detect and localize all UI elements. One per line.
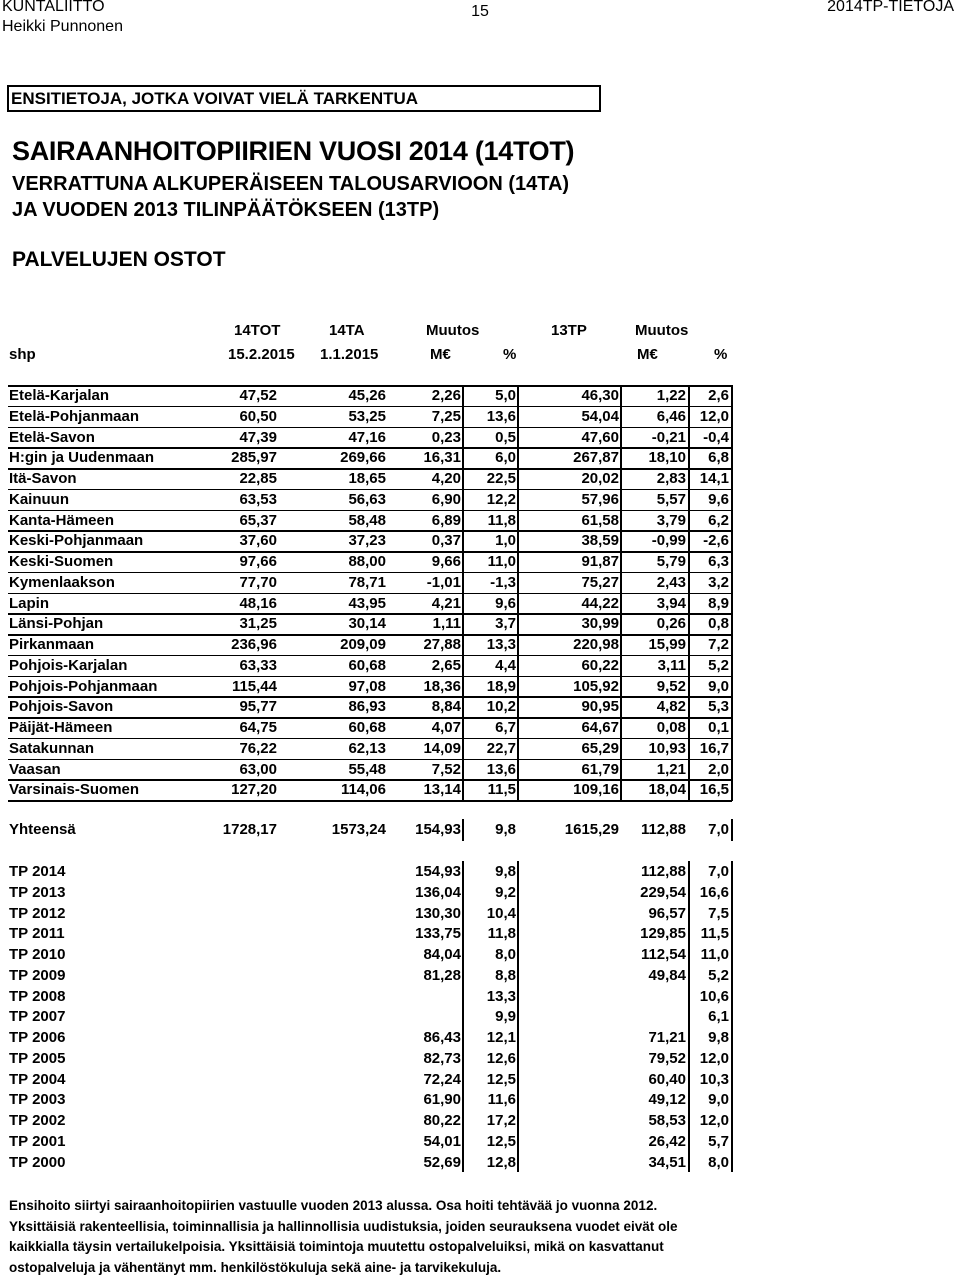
table-rule xyxy=(462,861,464,1172)
region-row-value: 65,37 xyxy=(200,511,277,531)
table-rule xyxy=(517,861,519,1172)
history-row-value: 72,24 xyxy=(390,1070,461,1090)
region-row-value: 3,94 xyxy=(622,594,686,614)
region-row-label: Etelä-Pohjanmaan xyxy=(9,407,139,427)
history-row-label: TP 2004 xyxy=(9,1070,65,1090)
table-rule xyxy=(8,800,732,802)
table-rule xyxy=(8,634,732,636)
page-subtitle xyxy=(12,171,569,223)
history-row-value: 11,5 xyxy=(689,924,729,944)
region-row-value: 18,04 xyxy=(622,780,686,800)
region-row-value: 0,37 xyxy=(390,531,461,551)
region-row-value: 109,16 xyxy=(520,780,619,800)
region-row-value: 22,85 xyxy=(200,469,277,489)
region-row-value: 6,0 xyxy=(464,448,516,468)
region-row-value: 0,26 xyxy=(622,614,686,634)
region-row-value: 64,75 xyxy=(200,718,277,738)
region-row-value: -1,01 xyxy=(390,573,461,593)
region-row-value: 7,25 xyxy=(390,407,461,427)
table-rule xyxy=(8,551,732,553)
region-row-label: Päijät-Hämeen xyxy=(9,718,112,738)
region-row-label: Etelä-Karjalan xyxy=(9,386,109,406)
region-row-value: 47,60 xyxy=(520,428,619,448)
table-rule xyxy=(8,530,732,532)
region-row-value: 114,06 xyxy=(280,780,386,800)
region-row-value: 60,22 xyxy=(520,656,619,676)
region-row-value: 8,84 xyxy=(390,697,461,717)
region-row-value: 2,0 xyxy=(689,760,729,780)
region-row-value: 38,59 xyxy=(520,531,619,551)
region-row-label: Itä-Savon xyxy=(9,469,77,489)
region-row-value: 115,44 xyxy=(200,677,277,697)
history-row-value: 7,5 xyxy=(689,904,729,924)
history-row-value: 8,0 xyxy=(464,945,516,965)
region-row-value: 65,29 xyxy=(520,739,619,759)
page-title: SAIRAANHOITOPIIRIEN VUOSI 2014 (14TOT) xyxy=(12,136,574,167)
region-row-value: 62,13 xyxy=(280,739,386,759)
region-row-value: 30,99 xyxy=(520,614,619,634)
history-row-value: 12,0 xyxy=(689,1049,729,1069)
history-row-value: 9,8 xyxy=(464,862,516,882)
table-rule xyxy=(8,759,732,761)
region-row-value: 12,2 xyxy=(464,490,516,510)
region-row-label: Lapin xyxy=(9,594,49,614)
history-row-value: 10,6 xyxy=(689,987,729,1007)
footnotes xyxy=(9,1196,954,1278)
region-row-value: 2,43 xyxy=(622,573,686,593)
region-row-value: 209,09 xyxy=(280,635,386,655)
history-row-value: 12,1 xyxy=(464,1028,516,1048)
region-row-value: 15,99 xyxy=(622,635,686,655)
total-row-value: 1615,29 xyxy=(520,820,619,840)
region-row-value: 127,20 xyxy=(200,780,277,800)
column-header: M€ xyxy=(430,346,451,363)
history-row-label: TP 2010 xyxy=(9,945,65,965)
region-row-value: 285,97 xyxy=(200,448,277,468)
history-row-label: TP 2009 xyxy=(9,966,65,986)
table-rule xyxy=(8,779,732,781)
region-row-value: 57,96 xyxy=(520,490,619,510)
region-row-label: Keski-Suomen xyxy=(9,552,113,572)
region-row-value: 91,87 xyxy=(520,552,619,572)
region-row-value: 60,68 xyxy=(280,718,386,738)
region-row-value: 6,2 xyxy=(689,511,729,531)
author-name: Heikki Punnonen xyxy=(2,17,123,36)
region-row-value: 44,22 xyxy=(520,594,619,614)
history-row-value: 9,8 xyxy=(689,1028,729,1048)
column-header: Muutos xyxy=(635,322,688,339)
region-row-value: 47,39 xyxy=(200,428,277,448)
region-row-value: 53,25 xyxy=(280,407,386,427)
history-row-value: 9,2 xyxy=(464,883,516,903)
history-row-value: 129,85 xyxy=(622,924,686,944)
history-row-value: 84,04 xyxy=(390,945,461,965)
region-row-value: 13,14 xyxy=(390,780,461,800)
region-row-value: 4,20 xyxy=(390,469,461,489)
region-row-value: 11,8 xyxy=(464,511,516,531)
table-rule xyxy=(8,593,732,595)
region-row-value: 0,1 xyxy=(689,718,729,738)
region-row-value: 14,09 xyxy=(390,739,461,759)
history-row-label: TP 2003 xyxy=(9,1090,65,1110)
table-rule xyxy=(688,861,690,1172)
table-rule xyxy=(462,819,464,841)
region-row-value: 6,89 xyxy=(390,511,461,531)
region-row-value: 63,00 xyxy=(200,760,277,780)
region-row-value: -0,21 xyxy=(622,428,686,448)
history-row-value: 12,0 xyxy=(689,1111,729,1131)
region-row-value: 20,02 xyxy=(520,469,619,489)
column-header: % xyxy=(714,346,727,363)
history-row-value: 154,93 xyxy=(390,862,461,882)
total-row-value: 112,88 xyxy=(622,820,686,840)
region-row-value: 76,22 xyxy=(200,739,277,759)
region-row-value: 90,95 xyxy=(520,697,619,717)
history-row-value: 60,40 xyxy=(622,1070,686,1090)
history-row-value: 54,01 xyxy=(390,1132,461,1152)
region-row-value: 1,0 xyxy=(464,531,516,551)
history-row-value: 5,7 xyxy=(689,1132,729,1152)
region-row-value: 30,14 xyxy=(280,614,386,634)
note-line: Ensihoito siirtyi sairaanhoitopiirien vastuulle vuoden 2013 alussa. Osa hoiti tehtävää jo vuonna 2012. xyxy=(9,1196,954,1217)
region-row-value: 1,11 xyxy=(390,614,461,634)
region-row-value: 220,98 xyxy=(520,635,619,655)
history-row-value: 12,6 xyxy=(464,1049,516,1069)
region-row-value: 6,7 xyxy=(464,718,516,738)
history-row-value: 11,8 xyxy=(464,924,516,944)
region-row-label: Kanta-Hämeen xyxy=(9,511,114,531)
history-row-label: TP 2000 xyxy=(9,1153,65,1173)
region-row-label: Satakunnan xyxy=(9,739,94,759)
region-row-label: Pohjois-Karjalan xyxy=(9,656,127,676)
history-row-label: TP 2006 xyxy=(9,1028,65,1048)
region-row-value: 2,26 xyxy=(390,386,461,406)
region-row-value: 1,22 xyxy=(622,386,686,406)
region-row-value: 18,10 xyxy=(622,448,686,468)
region-row-label: Pohjois-Savon xyxy=(9,697,113,717)
table-rule xyxy=(8,489,732,491)
region-row-value: 10,93 xyxy=(622,739,686,759)
history-row-value xyxy=(390,987,461,1007)
region-row-value: 58,48 xyxy=(280,511,386,531)
history-row-label: TP 2007 xyxy=(9,1007,65,1027)
table-rule xyxy=(8,427,732,429)
preliminary-banner: ENSITIETOJA, JOTKA VOIVAT VIELÄ TARKENTUA xyxy=(7,85,601,112)
table-rule xyxy=(8,738,732,740)
region-row-value: 16,5 xyxy=(689,780,729,800)
history-row-value: 10,3 xyxy=(689,1070,729,1090)
table-rule xyxy=(8,385,732,387)
region-row-value: 47,16 xyxy=(280,428,386,448)
region-row-value: 77,70 xyxy=(200,573,277,593)
region-row-value: 9,66 xyxy=(390,552,461,572)
region-row-value: 63,53 xyxy=(200,490,277,510)
org-name: KUNTALIITTO xyxy=(2,0,105,16)
history-row-value xyxy=(622,987,686,1007)
history-row-value: 52,69 xyxy=(390,1153,461,1173)
region-row-value: 78,71 xyxy=(280,573,386,593)
region-row-value: 46,30 xyxy=(520,386,619,406)
history-row-label: TP 2008 xyxy=(9,987,65,1007)
history-row-value: 5,2 xyxy=(689,966,729,986)
region-row-value: 6,46 xyxy=(622,407,686,427)
region-row-value: 97,66 xyxy=(200,552,277,572)
history-row-label: TP 2011 xyxy=(9,924,65,944)
region-row-value: 11,0 xyxy=(464,552,516,572)
history-row-value: 79,52 xyxy=(622,1049,686,1069)
region-row-value: 6,3 xyxy=(689,552,729,572)
region-row-value: 75,27 xyxy=(520,573,619,593)
history-row-value: 12,5 xyxy=(464,1132,516,1152)
region-row-value: 61,79 xyxy=(520,760,619,780)
history-row-value xyxy=(390,1007,461,1027)
region-row-value: 56,63 xyxy=(280,490,386,510)
region-row-value: 37,60 xyxy=(200,531,277,551)
region-row-label: H:gin ja Uudenmaan xyxy=(9,448,154,468)
region-row-value: 13,6 xyxy=(464,407,516,427)
region-row-value: 95,77 xyxy=(200,697,277,717)
note-line: ostopalveluja ja vähentänyt mm. henkilöstökuluja sekä aine- ja tarvikekuluja. xyxy=(9,1258,954,1278)
region-row-label: Pohjois-Pohjanmaan xyxy=(9,677,157,697)
history-row-label: TP 2001 xyxy=(9,1132,65,1152)
region-row-value: 5,2 xyxy=(689,656,729,676)
history-row-value: 80,22 xyxy=(390,1111,461,1131)
total-row-value: 1573,24 xyxy=(280,820,386,840)
region-row-value: -0,99 xyxy=(622,531,686,551)
region-row-value: 7,2 xyxy=(689,635,729,655)
table-rule xyxy=(8,406,732,408)
region-row-value: 16,7 xyxy=(689,739,729,759)
history-row-value: 8,0 xyxy=(689,1153,729,1173)
history-row-value: 11,0 xyxy=(689,945,729,965)
doc-tag: 2014TP-TIETOJA xyxy=(827,0,954,16)
total-row-label: Yhteensä xyxy=(9,820,76,840)
region-row-value: 2,6 xyxy=(689,386,729,406)
region-row-value: 2,83 xyxy=(622,469,686,489)
region-row-value: 0,8 xyxy=(689,614,729,634)
table-rule xyxy=(8,613,732,615)
region-row-label: Pirkanmaan xyxy=(9,635,94,655)
history-row-label: TP 2013 xyxy=(9,883,65,903)
region-row-value: 2,65 xyxy=(390,656,461,676)
region-row-value: 16,31 xyxy=(390,448,461,468)
region-row-value: 47,52 xyxy=(200,386,277,406)
table-rule xyxy=(8,447,732,449)
region-row-value: 12,0 xyxy=(689,407,729,427)
history-row-label: TP 2002 xyxy=(9,1111,65,1131)
table-rule xyxy=(8,468,732,470)
region-row-value: 22,5 xyxy=(464,469,516,489)
history-row-value: 9,0 xyxy=(689,1090,729,1110)
region-row-value: 5,0 xyxy=(464,386,516,406)
column-header: 14TA xyxy=(329,322,365,339)
history-row-value: 112,54 xyxy=(622,945,686,965)
region-row-value: 18,9 xyxy=(464,677,516,697)
table-rule xyxy=(8,676,732,678)
history-row-value: 10,4 xyxy=(464,904,516,924)
note-line: kaikkialla täysin vertailukelpoisia. Yksittäisiä toimintoja muutettu ostopalveluiksi, mikä on kasvattanut xyxy=(9,1237,954,1258)
region-row-value: 55,48 xyxy=(280,760,386,780)
region-row-value: 3,2 xyxy=(689,573,729,593)
column-header: 13TP xyxy=(551,322,587,339)
history-row-value xyxy=(622,1007,686,1027)
history-row-value: 26,42 xyxy=(622,1132,686,1152)
history-row-value: 49,12 xyxy=(622,1090,686,1110)
region-row-value: 0,08 xyxy=(622,718,686,738)
region-row-value: 22,7 xyxy=(464,739,516,759)
history-row-value: 136,04 xyxy=(390,883,461,903)
history-row-value: 81,28 xyxy=(390,966,461,986)
table-rule xyxy=(8,696,732,698)
region-row-value: 86,93 xyxy=(280,697,386,717)
history-row-value: 49,84 xyxy=(622,966,686,986)
region-row-value: 31,25 xyxy=(200,614,277,634)
region-row-value: 5,79 xyxy=(622,552,686,572)
history-row-value: 61,90 xyxy=(390,1090,461,1110)
region-row-value: 4,82 xyxy=(622,697,686,717)
region-row-value: 9,6 xyxy=(689,490,729,510)
history-row-value: 58,53 xyxy=(622,1111,686,1131)
history-row-value: 82,73 xyxy=(390,1049,461,1069)
table-rule xyxy=(8,572,732,574)
history-row-value: 71,21 xyxy=(622,1028,686,1048)
region-row-value: 3,79 xyxy=(622,511,686,531)
region-row-value: 7,52 xyxy=(390,760,461,780)
page-number: 15 xyxy=(0,2,960,21)
history-row-value: 229,54 xyxy=(622,883,686,903)
region-row-label: Kainuun xyxy=(9,490,69,510)
region-row-value: 18,36 xyxy=(390,677,461,697)
history-row-label: TP 2005 xyxy=(9,1049,65,1069)
region-row-label: Keski-Pohjanmaan xyxy=(9,531,143,551)
column-header: Muutos xyxy=(426,322,479,339)
region-row-value: 6,8 xyxy=(689,448,729,468)
region-row-value: 27,88 xyxy=(390,635,461,655)
region-row-value: 5,57 xyxy=(622,490,686,510)
table-rule xyxy=(731,819,733,841)
history-row-value: 9,9 xyxy=(464,1007,516,1027)
history-row-value: 34,51 xyxy=(622,1153,686,1173)
region-row-value: 9,6 xyxy=(464,594,516,614)
history-row-value: 86,43 xyxy=(390,1028,461,1048)
region-row-value: 60,68 xyxy=(280,656,386,676)
region-row-value: 0,5 xyxy=(464,428,516,448)
section-title: PALVELUJEN OSTOT xyxy=(12,248,226,272)
table-rule xyxy=(731,861,733,1172)
region-row-value: 14,1 xyxy=(689,469,729,489)
region-row-label: Etelä-Savon xyxy=(9,428,95,448)
region-row-value: 0,23 xyxy=(390,428,461,448)
history-row-value: 96,57 xyxy=(622,904,686,924)
region-row-value: 97,08 xyxy=(280,677,386,697)
region-row-value: 3,7 xyxy=(464,614,516,634)
history-row-value: 16,6 xyxy=(689,883,729,903)
history-row-value: 112,88 xyxy=(622,862,686,882)
table-rule xyxy=(8,510,732,512)
region-row-value: 18,65 xyxy=(280,469,386,489)
region-row-value: 4,21 xyxy=(390,594,461,614)
region-row-label: Länsi-Pohjan xyxy=(9,614,103,634)
region-row-value: 60,50 xyxy=(200,407,277,427)
region-row-value: 267,87 xyxy=(520,448,619,468)
region-row-value: 5,3 xyxy=(689,697,729,717)
region-row-value: 48,16 xyxy=(200,594,277,614)
column-header: % xyxy=(503,346,516,363)
region-row-value: -1,3 xyxy=(464,573,516,593)
history-row-value: 17,2 xyxy=(464,1111,516,1131)
region-row-value: 8,9 xyxy=(689,594,729,614)
region-row-value: 11,5 xyxy=(464,780,516,800)
region-row-value: 54,04 xyxy=(520,407,619,427)
region-row-value: 63,33 xyxy=(200,656,277,676)
total-row-value: 1728,17 xyxy=(200,820,277,840)
subtitle-line-1: VERRATTUNA ALKUPERÄISEEN TALOUSARVIOON (14TA) xyxy=(12,171,569,197)
region-row-value: 4,07 xyxy=(390,718,461,738)
history-row-value: 7,0 xyxy=(689,862,729,882)
region-row-value: 64,67 xyxy=(520,718,619,738)
table-rule xyxy=(8,717,732,719)
history-row-value: 8,8 xyxy=(464,966,516,986)
region-row-value: -0,4 xyxy=(689,428,729,448)
region-row-value: 269,66 xyxy=(280,448,386,468)
region-row-value: 6,90 xyxy=(390,490,461,510)
column-header: M€ xyxy=(637,346,658,363)
note-line: Yksittäisiä rakenteellisia, toiminnallisia ja hallinnollisia uudistuksia, joiden seurauksena vuodet eivät ole xyxy=(9,1217,954,1238)
history-row-value: 11,6 xyxy=(464,1090,516,1110)
column-header: 15.2.2015 xyxy=(228,346,295,363)
total-row-value: 7,0 xyxy=(689,820,729,840)
region-row-value: 61,58 xyxy=(520,511,619,531)
column-header: 14TOT xyxy=(234,322,280,339)
history-row-label: TP 2012 xyxy=(9,904,65,924)
region-row-value: 9,52 xyxy=(622,677,686,697)
history-row-value: 13,3 xyxy=(464,987,516,1007)
column-header: shp xyxy=(9,346,36,363)
history-row-value: 12,8 xyxy=(464,1153,516,1173)
region-row-value: 13,3 xyxy=(464,635,516,655)
region-row-value: 43,95 xyxy=(280,594,386,614)
region-row-label: Kymenlaakson xyxy=(9,573,115,593)
region-row-value: 45,26 xyxy=(280,386,386,406)
region-row-label: Vaasan xyxy=(9,760,61,780)
column-header: 1.1.2015 xyxy=(320,346,378,363)
region-row-value: 88,00 xyxy=(280,552,386,572)
subtitle-line-2: JA VUODEN 2013 TILINPÄÄTÖKSEEN (13TP) xyxy=(12,197,569,223)
total-row-value: 154,93 xyxy=(390,820,461,840)
region-row-value: 105,92 xyxy=(520,677,619,697)
history-row-label: TP 2014 xyxy=(9,862,65,882)
region-row-label: Varsinais-Suomen xyxy=(9,780,139,800)
table-rule xyxy=(8,655,732,657)
region-row-value: 1,21 xyxy=(622,760,686,780)
region-row-value: -2,6 xyxy=(689,531,729,551)
history-row-value: 133,75 xyxy=(390,924,461,944)
history-row-value: 130,30 xyxy=(390,904,461,924)
history-row-value: 12,5 xyxy=(464,1070,516,1090)
region-row-value: 13,6 xyxy=(464,760,516,780)
region-row-value: 10,2 xyxy=(464,697,516,717)
region-row-value: 37,23 xyxy=(280,531,386,551)
region-row-value: 3,11 xyxy=(622,656,686,676)
region-row-value: 4,4 xyxy=(464,656,516,676)
history-row-value: 6,1 xyxy=(689,1007,729,1027)
region-row-value: 236,96 xyxy=(200,635,277,655)
region-row-value: 9,0 xyxy=(689,677,729,697)
total-row-value: 9,8 xyxy=(464,820,516,840)
